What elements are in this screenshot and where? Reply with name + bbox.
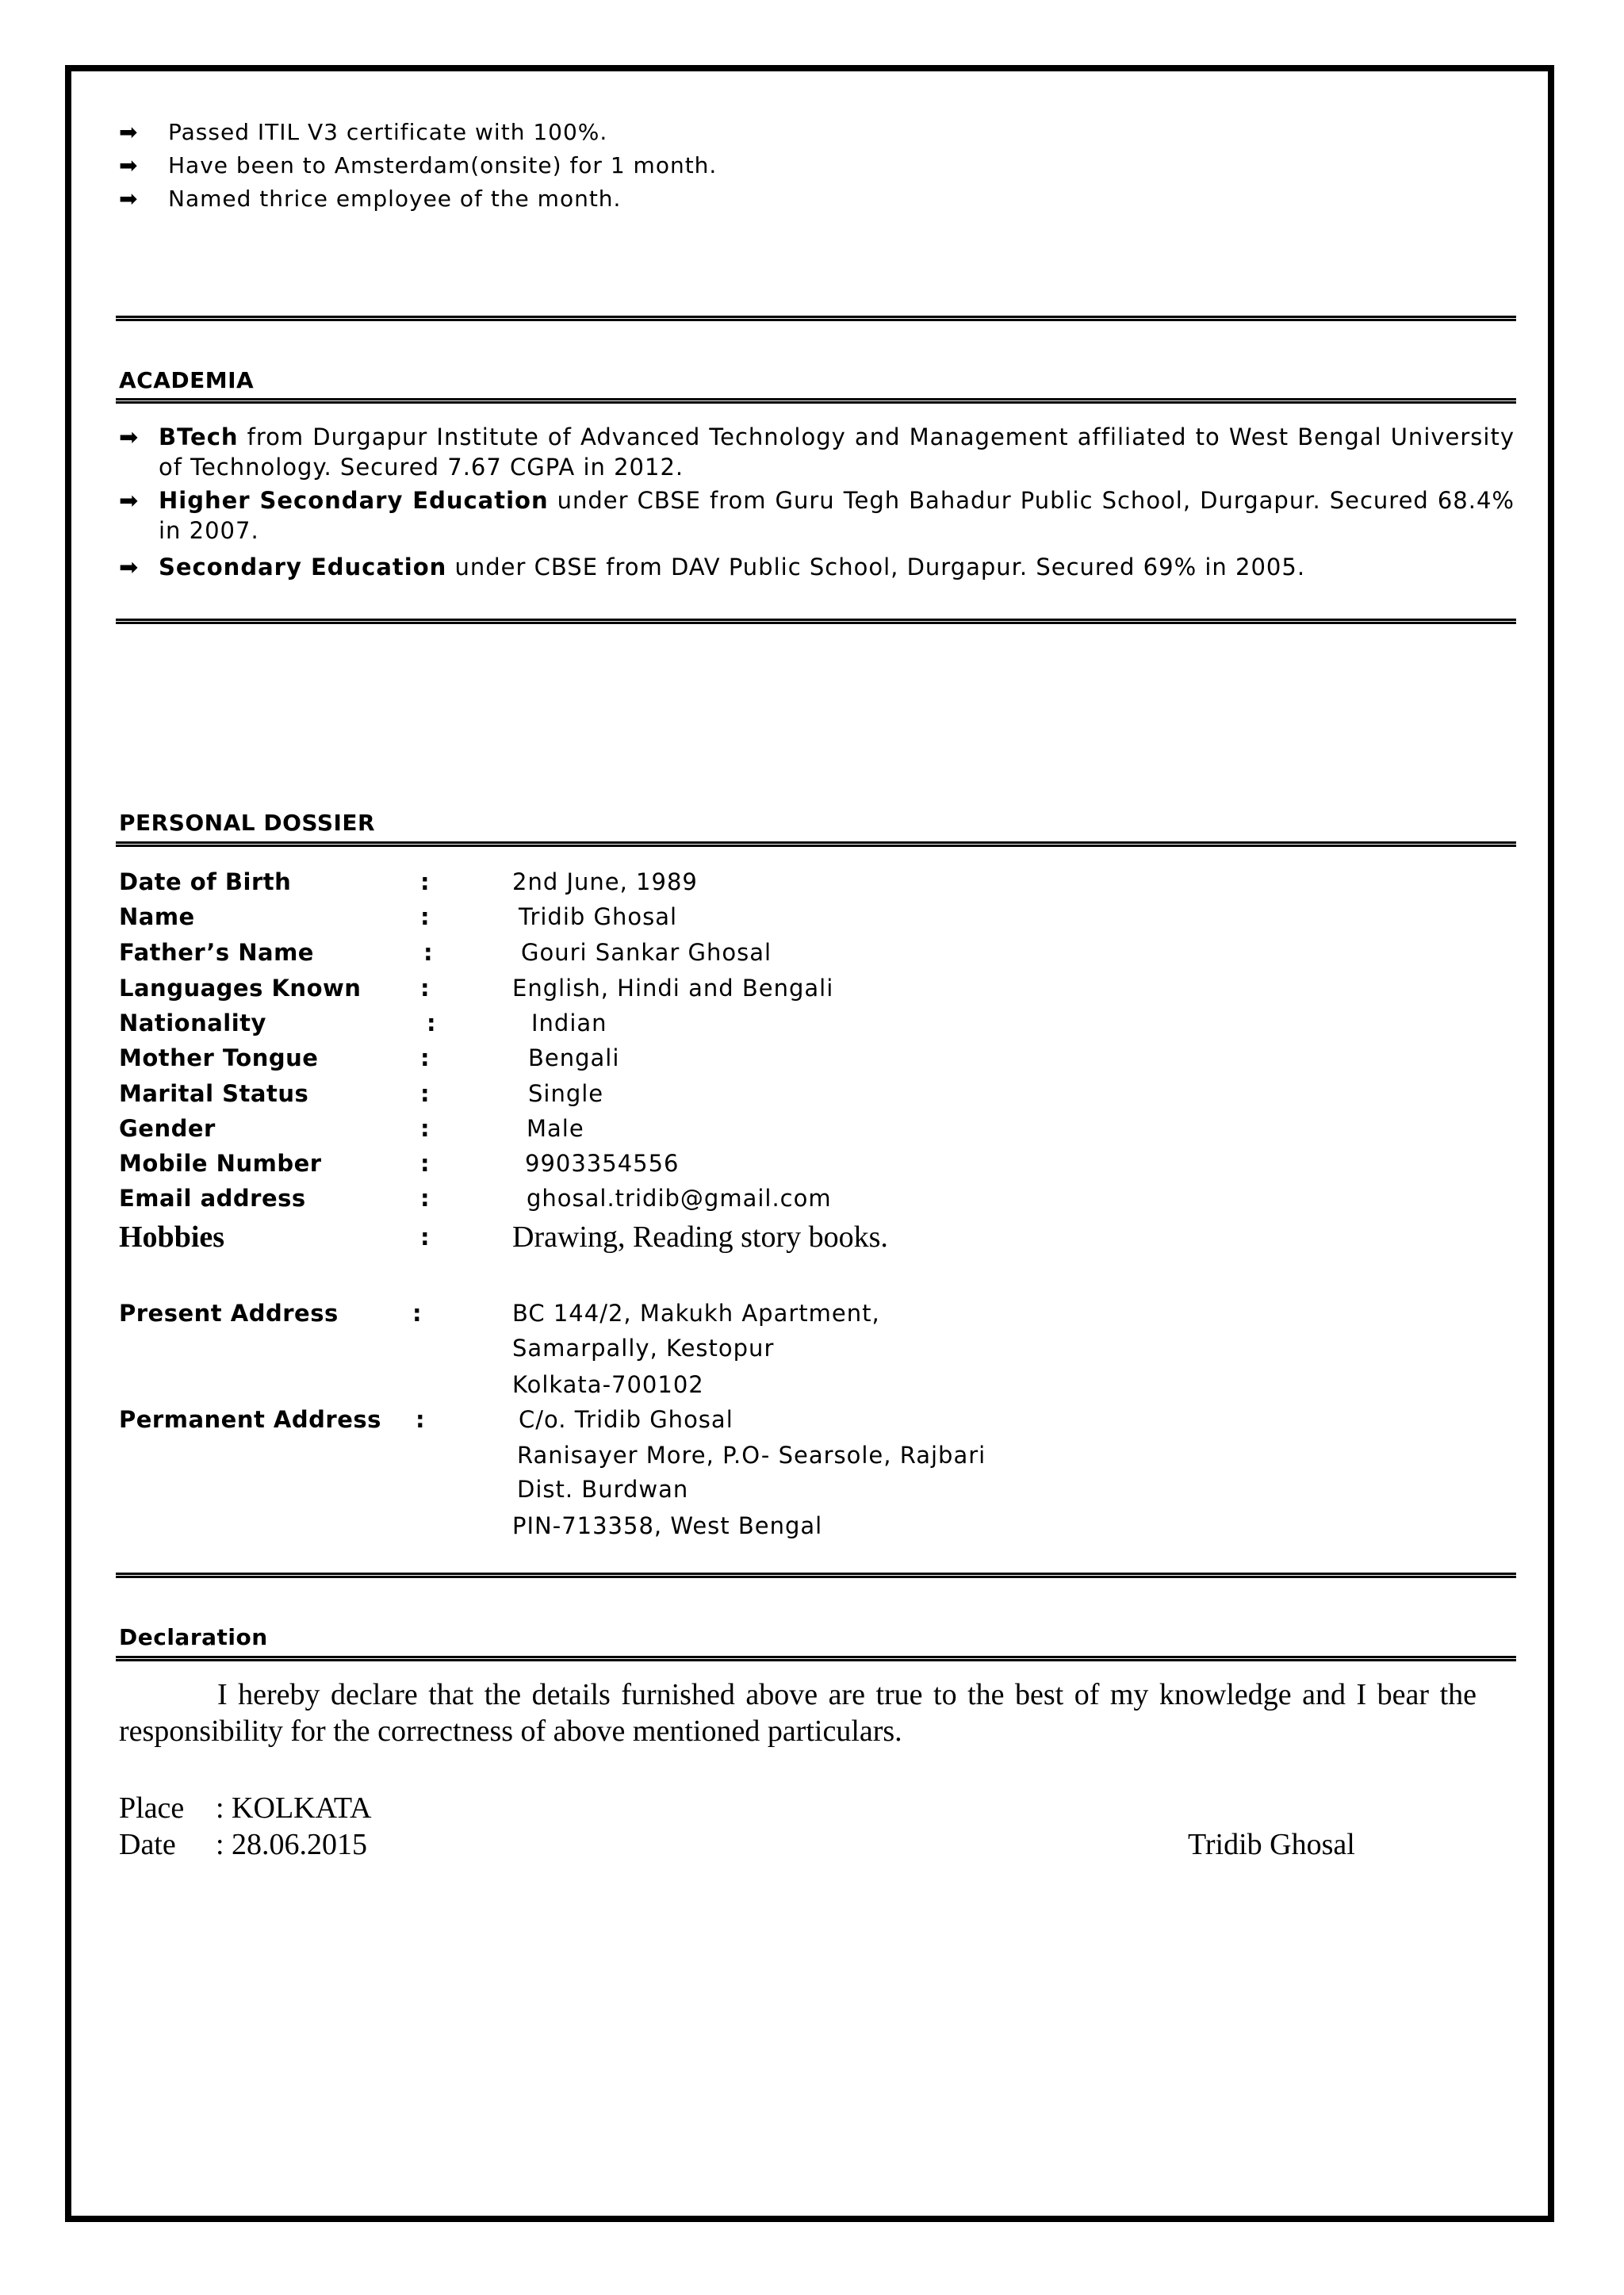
- academia-heading: ACADEMIA: [119, 367, 255, 393]
- degree-name: BTech: [159, 423, 239, 450]
- field-value: Male: [527, 1115, 584, 1142]
- list-item: [119, 182, 1515, 216]
- degree-name: Higher Secondary Education: [159, 487, 549, 514]
- section-divider: [116, 619, 1516, 624]
- address-line: Kolkata-700102: [512, 1371, 704, 1398]
- place-value: : KOLKATA: [216, 1791, 372, 1825]
- arrow-bullet-icon: ➡: [119, 423, 140, 450]
- colon: :: [420, 1150, 430, 1177]
- date-value: : 28.06.2015: [216, 1828, 368, 1861]
- colon: :: [420, 903, 430, 930]
- colon: :: [420, 1080, 430, 1107]
- list-item: [119, 552, 1515, 582]
- arrow-bullet-icon: ➡: [119, 186, 139, 212]
- declaration-text: [119, 1676, 1477, 1749]
- declaration-heading: Declaration: [119, 1624, 268, 1650]
- academia-list: [119, 422, 1515, 582]
- colon: :: [420, 1224, 430, 1251]
- field-label: Mobile Number: [119, 1150, 322, 1177]
- colon: :: [420, 975, 430, 1002]
- address-line: C/o. Tridib Ghosal: [519, 1406, 733, 1433]
- list-item: [119, 116, 1515, 149]
- colon: :: [420, 1044, 430, 1071]
- field-label: Hobbies: [119, 1220, 225, 1254]
- signature-name: Tridib Ghosal: [1188, 1828, 1355, 1861]
- field-value: 2nd June, 1989: [512, 868, 698, 895]
- degree-name: Secondary Education: [159, 554, 447, 580]
- section-divider: [116, 1573, 1516, 1578]
- field-value: English, Hindi and Bengali: [512, 975, 834, 1002]
- address-line: PIN-713358, West Bengal: [512, 1512, 823, 1539]
- field-label: Date of Birth: [119, 868, 292, 895]
- address-line: BC 144/2, Makukh Apartment,: [512, 1300, 880, 1327]
- field-value: Indian: [531, 1010, 607, 1036]
- field-label: Mother Tongue: [119, 1044, 319, 1071]
- colon: :: [420, 1185, 430, 1212]
- field-label: Marital Status: [119, 1080, 309, 1107]
- field-label: Gender: [119, 1115, 216, 1142]
- place-label: Place: [119, 1791, 185, 1825]
- section-underline: [116, 398, 1516, 404]
- achievement-text: Passed ITIL V3 certificate with 100%.: [168, 119, 608, 145]
- colon: :: [412, 1300, 422, 1327]
- arrow-bullet-icon: ➡: [119, 119, 139, 145]
- field-value: Bengali: [528, 1044, 620, 1071]
- list-item: [119, 422, 1515, 485]
- address-line: Samarpally, Kestopur: [512, 1335, 775, 1362]
- field-value: ghosal.tridib@gmail.com: [527, 1185, 832, 1212]
- degree-details: under CBSE from Guru Tegh Bahadur Public School, Durgapur. Secured 68.4% in 2007.: [159, 487, 1515, 544]
- section-underline: [116, 1656, 1516, 1661]
- field-label: Father’s Name: [119, 939, 314, 966]
- achievement-text: Have been to Amsterdam(onsite) for 1 month.: [168, 152, 718, 178]
- colon: :: [416, 1406, 425, 1433]
- achievement-text: Named thrice employee of the month.: [168, 186, 622, 212]
- address-line: Dist. Burdwan: [517, 1476, 689, 1503]
- declaration-paragraph: I hereby declare that the details furnished above are true to the best of my knowledge and I bear the responsibility for the correctness of above mentioned particulars.: [119, 1678, 1477, 1748]
- arrow-bullet-icon: ➡: [119, 487, 140, 514]
- field-label: Email address: [119, 1185, 306, 1212]
- colon: :: [427, 1010, 436, 1036]
- section-divider: [116, 316, 1516, 321]
- page-border: [65, 65, 1554, 2222]
- field-value: 9903354556: [525, 1150, 680, 1177]
- arrow-bullet-icon: ➡: [119, 554, 140, 580]
- field-value: Drawing, Reading story books.: [512, 1220, 888, 1254]
- date-label: Date: [119, 1828, 176, 1861]
- arrow-bullet-icon: ➡: [119, 152, 139, 178]
- degree-details: from Durgapur Institute of Advanced Technology and Management affiliated to West Bengal University of Technology. Secured 7.67 CGPA in 2012.: [159, 423, 1515, 481]
- field-label: Nationality: [119, 1010, 266, 1036]
- field-label: Permanent Address: [119, 1406, 381, 1433]
- colon: :: [423, 939, 433, 966]
- personal-dossier-heading: PERSONAL DOSSIER: [119, 810, 376, 836]
- section-underline: [116, 841, 1516, 847]
- degree-details: under CBSE from DAV Public School, Durgapur. Secured 69% in 2005.: [446, 554, 1306, 580]
- list-item: [119, 149, 1515, 182]
- colon: :: [420, 868, 430, 895]
- field-value: Tridib Ghosal: [519, 903, 678, 930]
- field-value: Single: [528, 1080, 604, 1107]
- address-line: Ranisayer More, P.O- Searsole, Rajbari: [517, 1442, 986, 1469]
- colon: :: [420, 1115, 430, 1142]
- field-value: Gouri Sankar Ghosal: [521, 939, 772, 966]
- field-label: Name: [119, 903, 195, 930]
- field-label: Present Address: [119, 1300, 339, 1327]
- list-item: [119, 485, 1515, 552]
- field-label: Languages Known: [119, 975, 362, 1002]
- achievements-list: [119, 116, 1515, 216]
